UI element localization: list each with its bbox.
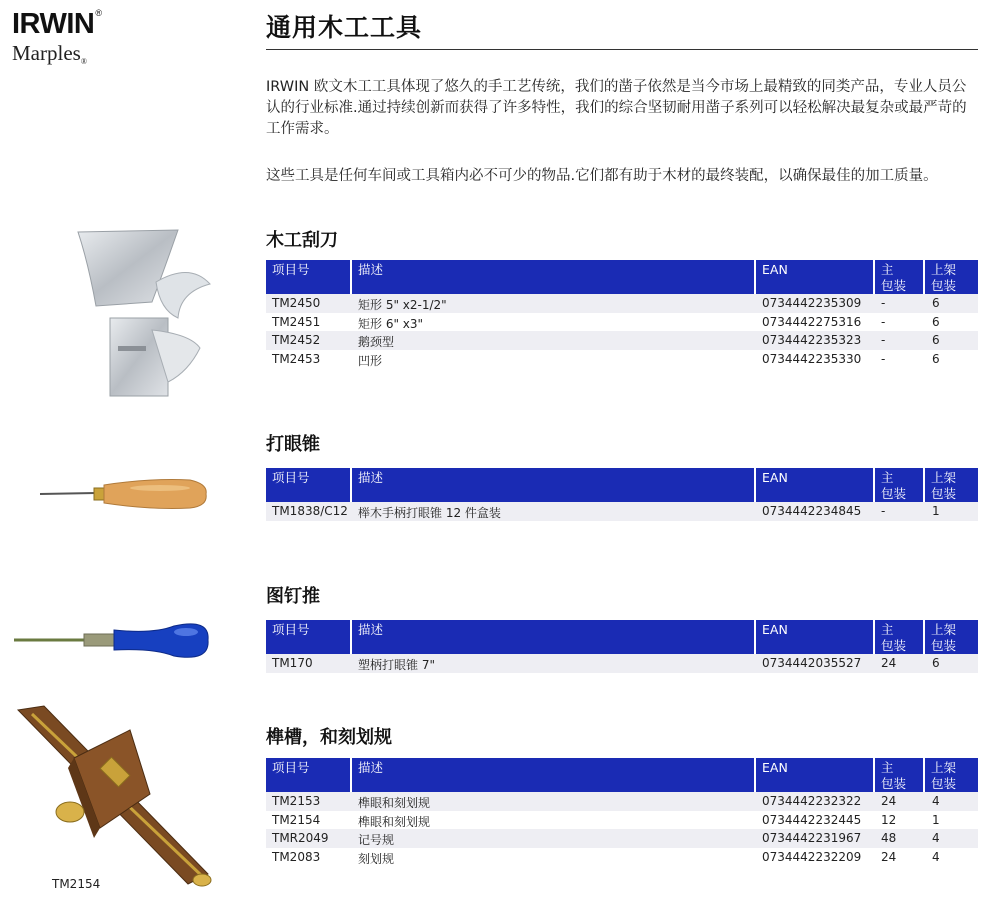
brand-reg-mark: ® xyxy=(95,8,102,18)
cell-ean: 0734442235330 xyxy=(762,351,862,366)
cell-item: TM2453 xyxy=(272,351,321,366)
header-master-pack xyxy=(875,468,923,502)
cell-ean: 0734442275316 xyxy=(762,314,862,329)
table-row xyxy=(266,848,978,867)
cell-desc: 榉木手柄打眼锥 12 件盒装 xyxy=(358,506,501,520)
cell-item: TM2083 xyxy=(272,849,321,864)
table-row xyxy=(266,654,978,673)
cell-item: TM170 xyxy=(272,656,313,670)
cell-master: - xyxy=(881,504,886,518)
header-ean: EAN xyxy=(756,260,873,294)
cell-shelf: 4 xyxy=(932,849,940,864)
header-shelf-line2: 包装 xyxy=(931,776,957,791)
section-title-awls: 打眼锥 xyxy=(266,434,320,455)
header-desc: 描述 xyxy=(352,468,754,502)
header-shelf-pack xyxy=(925,260,978,294)
header-master-line1: 主 xyxy=(881,470,894,485)
cell-desc: 鹅颈型 xyxy=(358,335,395,349)
table-row xyxy=(266,811,978,830)
cell-shelf: 6 xyxy=(932,333,940,347)
product-table-awls xyxy=(266,468,978,521)
cell-master: 24 xyxy=(881,656,897,670)
page-title: 通用木工工具 xyxy=(266,13,423,42)
intro-paragraph-2: 这些工具是任何车间或工具箱内必不可少的物品.它们都有助于木材的最终装配，以确保最佳的加工质量。 xyxy=(266,168,938,184)
beech-awl-icon xyxy=(40,476,208,512)
cell-master: - xyxy=(881,351,886,366)
table-row xyxy=(266,313,978,332)
header-master-line2: 包装 xyxy=(881,486,907,501)
cell-desc: 榫眼和刻划规 xyxy=(358,814,431,829)
product-table-gauges xyxy=(266,758,978,866)
brand-logo xyxy=(12,8,102,41)
table-row xyxy=(266,829,978,848)
cell-ean: 0734442235323 xyxy=(762,333,862,347)
table-row xyxy=(266,331,978,350)
header-shelf-line1: 上架 xyxy=(931,470,957,485)
cell-desc: 矩形 6" x3" xyxy=(358,316,424,331)
cell-ean: 0734442035527 xyxy=(762,656,862,670)
header-master-line1: 主 xyxy=(881,622,894,637)
header-master-pack xyxy=(875,260,923,294)
cell-master: - xyxy=(881,296,886,310)
sub-brand-reg-mark: ® xyxy=(80,57,87,66)
cell-item: TM1838/C12 xyxy=(272,504,348,518)
cell-item: TM2153 xyxy=(272,794,321,808)
cell-ean: 0734442234845 xyxy=(762,504,862,518)
cell-shelf: 1 xyxy=(932,812,940,827)
cell-master: 48 xyxy=(881,831,897,845)
cell-shelf: 1 xyxy=(932,504,940,518)
table-row xyxy=(266,350,978,369)
table-header xyxy=(266,758,978,792)
cell-shelf: 4 xyxy=(932,794,940,808)
cell-shelf: 6 xyxy=(932,296,940,310)
header-desc: 描述 xyxy=(352,620,754,654)
header-item: 项目号 xyxy=(266,468,350,502)
cell-desc: 矩形 5" x2-1/2" xyxy=(358,298,447,312)
table-row xyxy=(266,502,978,521)
card-scraper-icon xyxy=(60,222,235,402)
cell-shelf: 6 xyxy=(932,314,940,329)
cell-ean: 0734442235309 xyxy=(762,296,862,310)
brand-name: IRWIN xyxy=(12,8,95,40)
header-ean: EAN xyxy=(756,758,873,792)
product-table-scrapers xyxy=(266,260,978,368)
header-shelf-line1: 上架 xyxy=(931,622,957,637)
cell-shelf: 4 xyxy=(932,831,940,845)
cell-ean: 0734442232209 xyxy=(762,849,862,864)
cell-desc: 榫眼和刻划规 xyxy=(358,796,431,810)
header-master-line2: 包装 xyxy=(881,638,907,653)
cell-shelf: 6 xyxy=(932,656,940,670)
cell-item: TM2154 xyxy=(272,812,321,827)
product-table-push-pins xyxy=(266,620,978,673)
cell-ean: 0734442232445 xyxy=(762,812,862,827)
header-master-line1: 主 xyxy=(881,262,894,277)
cell-ean: 0734442231967 xyxy=(762,831,862,845)
cell-master: - xyxy=(881,314,886,329)
section-title-gauges: 榫槽，和刻划规 xyxy=(266,727,392,748)
header-shelf-line1: 上架 xyxy=(931,760,957,775)
cell-ean: 0734442232322 xyxy=(762,794,862,808)
table-row xyxy=(266,792,978,811)
cell-desc: 塑柄打眼锥 7" xyxy=(358,658,435,672)
intro-paragraph-1: IRWIN 欧文木工工具体现了悠久的手工艺传统，我们的凿子依然是当今市场上最精致的同类产品，专业人员公认的行业标准.通过持续创新而获得了许多特性，我们的综合坚韧耐用凿子系列可以轻松解决最复杂或最严苛的工作需求。 xyxy=(266,79,967,137)
header-shelf-line2: 包装 xyxy=(931,486,957,501)
cell-item: TM2452 xyxy=(272,333,321,347)
header-shelf-line2: 包装 xyxy=(931,638,957,653)
header-shelf-line1: 上架 xyxy=(931,262,957,277)
cell-item: TM2450 xyxy=(272,296,321,310)
marking-gauge-icon xyxy=(12,704,212,888)
header-desc: 描述 xyxy=(352,758,754,792)
cell-item: TMR2049 xyxy=(272,831,329,845)
push-pin-awl-icon xyxy=(14,616,210,666)
cell-master: 24 xyxy=(881,849,897,864)
header-desc: 描述 xyxy=(352,260,754,294)
cell-desc: 凹形 xyxy=(358,353,383,368)
table-row xyxy=(266,294,978,313)
cell-master: 12 xyxy=(881,812,897,827)
table-header xyxy=(266,260,978,294)
sub-brand-name: Marples xyxy=(12,41,81,65)
image-caption: TM2154 xyxy=(52,877,101,891)
header-item: 项目号 xyxy=(266,620,350,654)
header-shelf-pack xyxy=(925,468,978,502)
header-master-line2: 包装 xyxy=(881,776,907,791)
header-shelf-pack xyxy=(925,620,978,654)
header-master-pack xyxy=(875,758,923,792)
header-shelf-line2: 包装 xyxy=(931,278,957,293)
cell-desc: 记号规 xyxy=(358,833,395,847)
header-master-pack xyxy=(875,620,923,654)
cell-desc: 刻划规 xyxy=(358,851,395,866)
header-item: 项目号 xyxy=(266,260,350,294)
cell-master: 24 xyxy=(881,794,897,808)
cell-master: - xyxy=(881,333,886,347)
table-header xyxy=(266,620,978,654)
header-master-line2: 包装 xyxy=(881,278,907,293)
header-ean: EAN xyxy=(756,620,873,654)
cell-item: TM2451 xyxy=(272,314,321,329)
sub-brand-logo xyxy=(12,41,87,66)
header-master-line1: 主 xyxy=(881,760,894,775)
table-header xyxy=(266,468,978,502)
section-title-scrapers: 木工刮刀 xyxy=(266,230,338,251)
header-item: 项目号 xyxy=(266,758,350,792)
title-divider xyxy=(266,49,978,50)
cell-shelf: 6 xyxy=(932,351,940,366)
section-title-push-pins: 图钉推 xyxy=(266,586,320,607)
header-shelf-pack xyxy=(925,758,978,792)
header-ean: EAN xyxy=(756,468,873,502)
